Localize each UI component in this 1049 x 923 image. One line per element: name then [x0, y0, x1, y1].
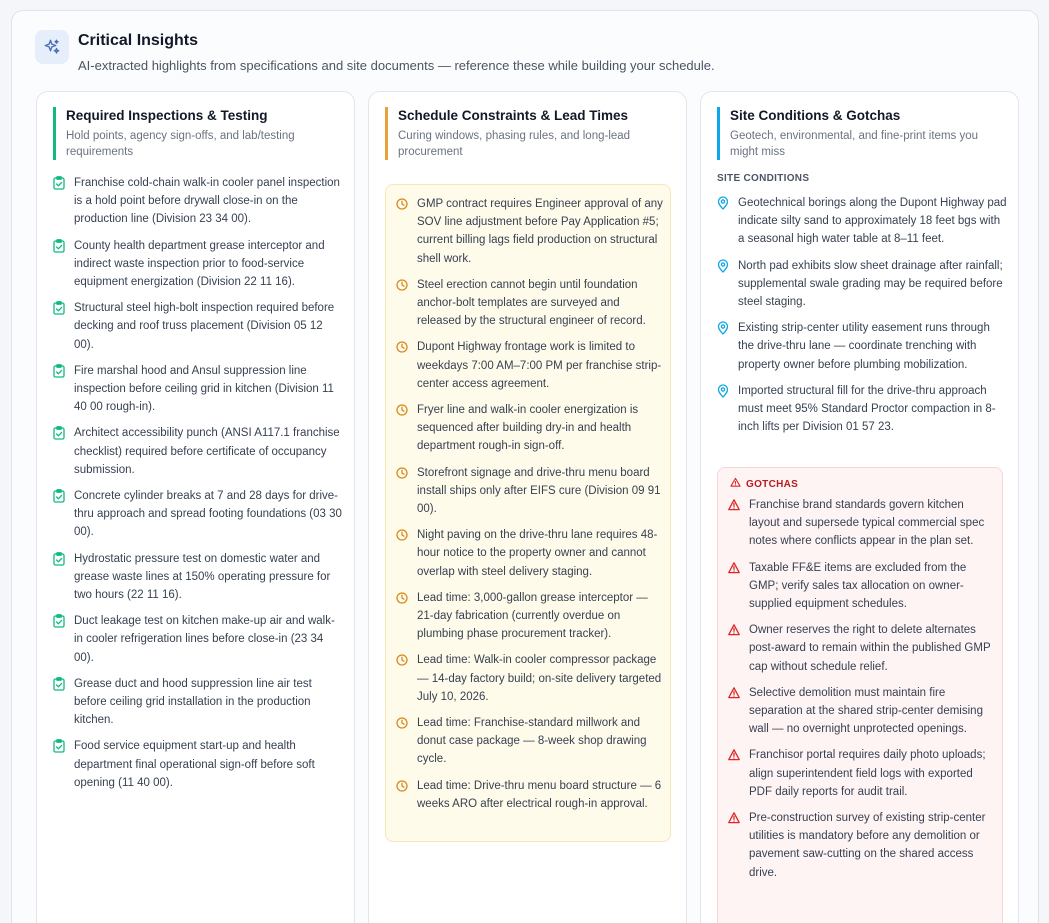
list-item	[728, 746, 996, 801]
list-item	[53, 550, 343, 605]
card-title: Site Conditions & Gotchas	[730, 108, 901, 123]
list-item	[53, 612, 343, 667]
warning-triangle-icon	[728, 561, 740, 575]
critical-insights-panel	[11, 10, 1039, 923]
site-conditions-list	[717, 194, 1007, 444]
list-item	[396, 777, 664, 813]
list-item-text: Architect accessibility punch (ANSI A117.1 franchise checklist) required before certificate of occupancy submission.	[74, 427, 340, 476]
site-card	[700, 91, 1019, 923]
list-item-text: Pre-construction survey of existing strip-center utilities is mandatory before any demolition or pavement saw-cutting on the shared access drive.	[749, 812, 986, 879]
list-item-text: Taxable FF&E items are excluded from the GMP; verify sales tax allocation on owner-supplied equipment schedules.	[749, 561, 967, 611]
clock-icon	[396, 779, 408, 793]
clock-icon	[396, 340, 408, 354]
constraints-list	[396, 195, 664, 821]
list-item-text: Existing strip-center utility easement runs through the drive-thru lane — coordinate trenching with property owner before plumbing mobilization.	[738, 322, 990, 371]
map-pin-icon	[717, 259, 729, 273]
warning-triangle-icon	[728, 811, 740, 825]
gotchas-label-text: GOTCHAS	[746, 478, 799, 490]
list-item	[396, 195, 664, 268]
card-title: Required Inspections & Testing	[66, 108, 268, 123]
list-item	[396, 526, 664, 581]
map-pin-icon	[717, 321, 729, 335]
list-item-text: Food service equipment start-up and health department final operational sign-off before soft opening (11 40 00).	[74, 740, 315, 789]
clipboard-check-icon	[53, 552, 65, 566]
gotchas-list	[728, 496, 996, 890]
constraints-card-header	[385, 107, 671, 160]
list-item-text: Grease duct and hood suppression line air test before ceiling grid installation in the production kitchen.	[74, 677, 312, 727]
warning-triangle-icon	[728, 686, 740, 700]
clock-icon	[396, 591, 408, 605]
map-pin-icon	[717, 196, 729, 210]
site-card-header	[717, 107, 1003, 160]
warning-triangle-icon	[728, 748, 740, 762]
list-item-text: Fire marshal hood and Ansul suppression line inspection before ceiling grid in kitchen (Division 11 40 00 rough-in).	[74, 364, 334, 414]
clipboard-check-icon	[53, 489, 65, 503]
page-title: Critical Insights	[78, 32, 199, 49]
list-item	[53, 237, 343, 292]
card-description: Geotech, environmental, and fine-print items you might miss	[730, 130, 979, 158]
clock-icon	[396, 403, 408, 417]
clipboard-check-icon	[53, 301, 65, 315]
map-pin-icon	[717, 384, 729, 398]
list-item	[728, 621, 996, 676]
list-item-text: Lead time: Franchise-standard millwork and donut case package — 8-week shop drawing cycle.	[417, 717, 647, 766]
list-item	[396, 401, 664, 456]
list-item-text: Franchise brand standards govern kitchen layout and supersede typical commercial spec notes where conflicts appear in the plan set.	[749, 499, 985, 548]
clipboard-check-icon	[53, 426, 65, 440]
inspections-list	[53, 174, 343, 800]
clipboard-check-icon	[53, 614, 65, 628]
clipboard-check-icon	[53, 239, 65, 253]
list-item	[717, 382, 1007, 437]
list-item	[728, 809, 996, 882]
list-item-text: Dupont Highway frontage work is limited to weekdays 7:00 AM–7:00 PM per franchise strip-center access agreement.	[417, 341, 662, 390]
clipboard-check-icon	[53, 176, 65, 190]
site-conditions-label: SITE CONDITIONS	[717, 173, 810, 184]
list-item-text: County health department grease interceptor and indirect waste inspection prior to food-service equipment energization (Division 22 11 16).	[74, 239, 325, 289]
list-item	[53, 299, 343, 354]
list-item-text: Selective demolition must maintain fire separation at the shared strip-center demising wall — no overnight unprotected openings.	[749, 686, 983, 736]
list-item-text: North pad exhibits slow sheet drainage after rainfall; supplemental swale grading may be required before steel staging.	[738, 259, 1003, 309]
list-item	[396, 338, 664, 393]
list-item	[396, 714, 664, 769]
list-item-text: Franchisor portal requires daily photo uploads; align superintendent field logs with exported PDF daily reports for audit trail.	[749, 749, 986, 798]
list-item	[728, 496, 996, 551]
list-item-text: GMP contract requires Engineer approval of any SOV line adjustment before Pay Application #5; current billing lags field production on structural shell work.	[417, 198, 663, 265]
warning-triangle-icon	[728, 623, 740, 637]
constraints-card	[368, 91, 687, 923]
warning-triangle-icon	[728, 498, 740, 512]
list-item	[396, 589, 664, 644]
gotchas-label	[730, 477, 798, 491]
list-item-text: Lead time: 3,000-gallon grease interceptor — 21-day fabrication (currently overdue on plumbing phase procurement tracker).	[417, 591, 648, 641]
list-item-text: Geotechnical borings along the Dupont Highway pad indicate silty sand to approximately 18 feet bgs with a seasonal high water table at 8–11 feet.	[738, 197, 1007, 246]
clipboard-check-icon	[53, 364, 65, 378]
list-item-text: Franchise cold-chain walk-in cooler panel inspection is a hold point before drywall close-in on the production line (Division 23 34 00).	[74, 177, 340, 226]
clock-icon	[396, 197, 408, 211]
constraints-highlight-box	[385, 184, 671, 842]
clock-icon	[396, 716, 408, 730]
list-item-text: Structural steel high-bolt inspection required before decking and roof truss placement (Division 05 12 00).	[74, 302, 335, 351]
clock-icon	[396, 466, 408, 480]
list-item	[717, 257, 1007, 312]
list-item-text: Night paving on the drive-thru lane requires 48-hour notice to the property owner and cannot overlap with steel delivery staging.	[417, 529, 658, 578]
inspections-card-header	[53, 107, 339, 160]
list-item	[53, 362, 343, 417]
card-description: Hold points, agency sign-offs, and lab/testing requirements	[66, 130, 295, 158]
list-item-text: Storefront signage and drive-thru menu board install ships only after EIFS cure (Division 09 91 00).	[417, 466, 661, 516]
list-item-text: Lead time: Walk-in cooler compressor package — 14-day factory build; on-site delivery targeted July 10, 2026.	[417, 654, 662, 703]
clipboard-check-icon	[53, 677, 65, 691]
list-item	[53, 737, 343, 792]
clipboard-check-icon	[53, 739, 65, 753]
inspections-card	[36, 91, 355, 923]
clock-icon	[396, 653, 408, 667]
list-item-text: Duct leakage test on kitchen make-up air and walk-in cooler refrigeration lines before close-in (23 34 00).	[74, 615, 335, 664]
list-item	[717, 319, 1007, 374]
list-item-text: Lead time: Drive-thru menu board structure — 6 weeks ARO after electrical rough-in approval.	[417, 779, 662, 810]
card-title: Schedule Constraints & Lead Times	[398, 108, 629, 123]
list-item	[53, 424, 343, 479]
list-item	[728, 559, 996, 614]
warning-triangle-icon	[730, 477, 741, 491]
list-item	[396, 651, 664, 706]
list-item-text: Fryer line and walk-in cooler energization is sequenced after building dry-in and health department rough-in sign-off.	[417, 404, 639, 453]
list-item-text: Imported structural fill for the drive-thru approach must meet 95% Standard Proctor compaction in 8-inch lifts per Division 01 57 23.	[738, 384, 996, 434]
list-item	[717, 194, 1007, 249]
list-item	[53, 675, 343, 730]
list-item-text: Concrete cylinder breaks at 7 and 28 days for drive-thru approach and spread footing foundations (03 30 00).	[74, 490, 342, 539]
list-item-text: Owner reserves the right to delete alternates post-award to remain within the published GMP cap without schedule relief.	[749, 624, 991, 673]
list-item	[728, 684, 996, 739]
gotchas-box	[717, 467, 1003, 923]
list-item-text: Hydrostatic pressure test on domestic water and grease waste lines at 150% operating pressure for two hours (22 11 16).	[74, 552, 331, 602]
list-item	[396, 276, 664, 331]
card-description: Curing windows, phasing rules, and long-lead procurement	[398, 130, 631, 158]
clock-icon	[396, 278, 408, 292]
list-item	[396, 464, 664, 519]
sparkles-icon	[35, 30, 69, 64]
list-item	[53, 487, 343, 542]
page-subtitle: AI-extracted highlights from specifications and site documents — reference these while building your schedule.	[78, 58, 715, 73]
list-item	[53, 174, 343, 229]
list-item-text: Steel erection cannot begin until foundation anchor-bolt templates are surveyed and released by the structural engineer of record.	[417, 278, 646, 328]
clock-icon	[396, 528, 408, 542]
